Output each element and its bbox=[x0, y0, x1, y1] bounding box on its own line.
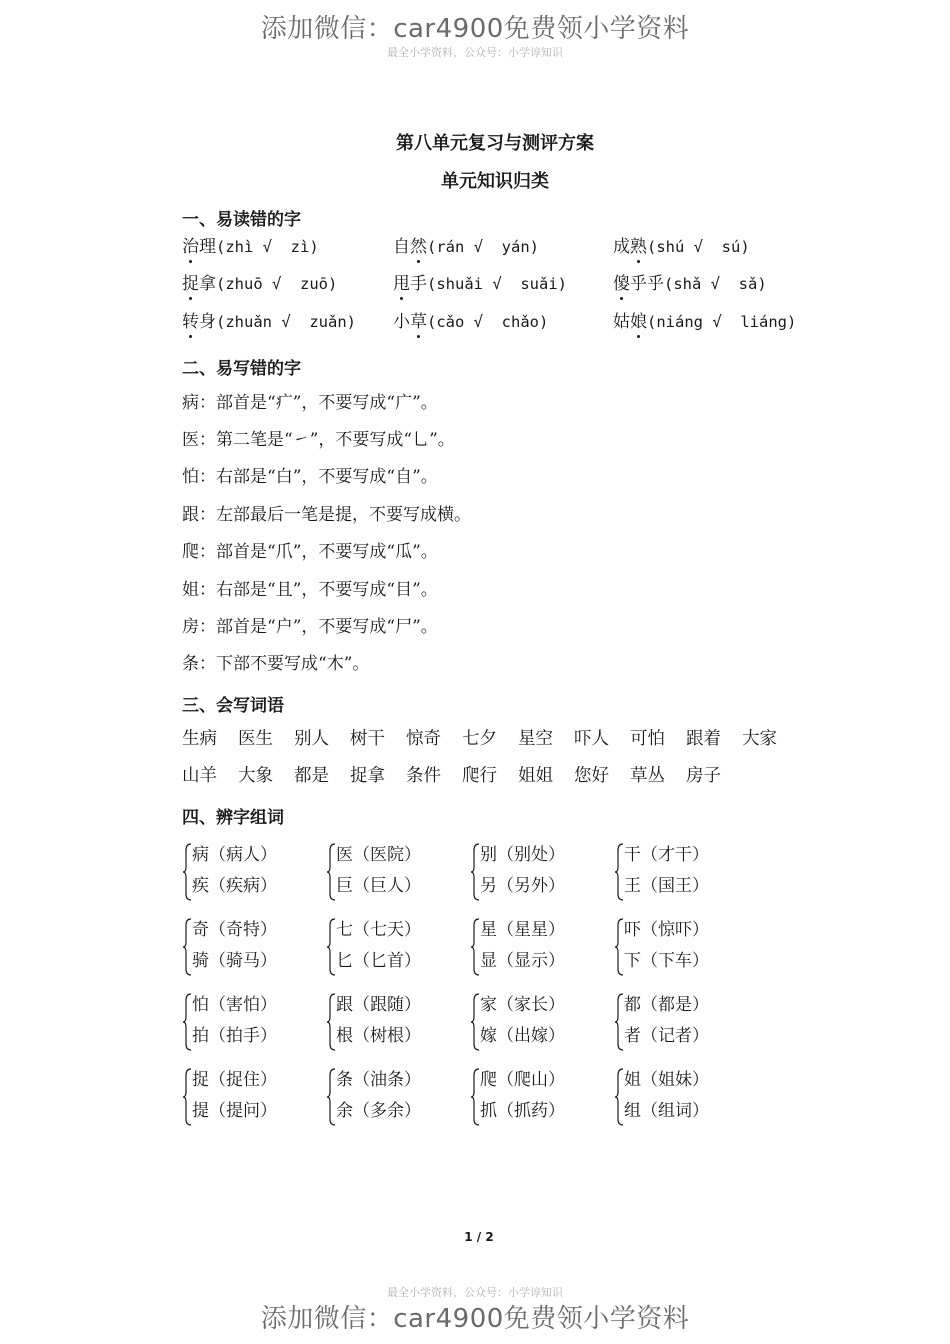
left-brace-icon bbox=[326, 918, 336, 976]
word-char: 草 bbox=[410, 312, 427, 332]
word-char: 熟 bbox=[630, 237, 647, 257]
vocab-word: 山羊 bbox=[182, 766, 217, 786]
vocab-word: 七夕 bbox=[462, 729, 497, 749]
vocab-word: 大象 bbox=[238, 766, 273, 786]
pair-entry: 姐（姐妹） bbox=[624, 1070, 709, 1090]
vocab-word: 别人 bbox=[294, 729, 329, 749]
pair-entry: 余（多余） bbox=[336, 1101, 421, 1121]
word-char: 姑 bbox=[613, 312, 630, 332]
pair-entry: 根（树根） bbox=[336, 1026, 421, 1046]
vocab-word: 房子 bbox=[686, 766, 721, 786]
vocab-word: 惊奇 bbox=[406, 729, 441, 749]
misread-word bbox=[613, 236, 750, 258]
pair-entry: 病（病人） bbox=[192, 845, 277, 865]
pair-entry: 组（组词） bbox=[624, 1101, 709, 1121]
left-brace-icon bbox=[326, 1068, 336, 1126]
vocab-word: 生病 bbox=[182, 729, 217, 749]
char-pair bbox=[326, 843, 466, 907]
char-pair bbox=[182, 918, 322, 982]
pinyin-choice: (shuǎi √ suǎi) bbox=[427, 275, 567, 293]
misread-word bbox=[393, 311, 548, 333]
pair-entry: 条（油条） bbox=[336, 1070, 421, 1090]
pair-entry: 星（星星） bbox=[480, 920, 565, 940]
word-char: 小 bbox=[393, 312, 410, 332]
faint-footer-text: 最全小学资料，公众号：小学谆知识 bbox=[387, 1286, 563, 1298]
page-title: 第八单元复习与测评方案 bbox=[396, 133, 594, 154]
word-char: 成 bbox=[613, 237, 630, 257]
left-brace-icon bbox=[470, 1068, 480, 1126]
miswrite-item: 怕：右部是“白”，不要写成“自”。 bbox=[182, 467, 438, 487]
pair-entry: 提（提问） bbox=[192, 1101, 277, 1121]
pair-entry: 都（都是） bbox=[624, 995, 709, 1015]
char-pair bbox=[614, 1068, 754, 1132]
left-brace-icon bbox=[614, 918, 624, 976]
word-char: 乎 bbox=[630, 274, 647, 294]
left-brace-icon bbox=[614, 993, 624, 1051]
word-char: 转 bbox=[182, 312, 199, 332]
word-char: 捉 bbox=[182, 274, 199, 294]
pair-entry: 骑（骑马） bbox=[192, 951, 277, 971]
vocab-word: 星空 bbox=[518, 729, 553, 749]
pinyin-choice: (zhì √ zì) bbox=[216, 238, 319, 256]
char-pair bbox=[614, 843, 754, 907]
char-pair bbox=[326, 993, 466, 1057]
word-char: 拿 bbox=[199, 274, 216, 294]
word-char: 理 bbox=[199, 237, 216, 257]
word-char: 自 bbox=[393, 237, 410, 257]
pinyin-choice: (rán √ yán) bbox=[427, 238, 539, 256]
vocab-word: 跟着 bbox=[686, 729, 721, 749]
misread-word bbox=[182, 311, 356, 333]
left-brace-icon bbox=[470, 993, 480, 1051]
pair-entry: 另（另外） bbox=[480, 876, 565, 896]
vocab-word: 吓人 bbox=[574, 729, 609, 749]
pair-entry: 巨（巨人） bbox=[336, 876, 421, 896]
left-brace-icon bbox=[182, 1068, 192, 1126]
char-pair bbox=[470, 918, 610, 982]
pair-entry: 吓（惊吓） bbox=[624, 920, 709, 940]
char-pair bbox=[182, 993, 322, 1057]
vocab-word: 爬行 bbox=[462, 766, 497, 786]
miswrite-item: 病：部首是“疒”，不要写成“广”。 bbox=[182, 393, 438, 413]
watermark-banner-top: 添加微信：car4900免费领小学资料 bbox=[260, 14, 690, 44]
page-number: 1 / 2 bbox=[464, 1230, 494, 1244]
miswrite-item: 爬：部首是“爪”，不要写成“瓜”。 bbox=[182, 542, 438, 562]
vocab-word: 条件 bbox=[406, 766, 441, 786]
char-pair bbox=[470, 993, 610, 1057]
vocab-word: 都是 bbox=[294, 766, 329, 786]
miswrite-item: 医：第二笔是“㇀”，不要写成“乚”。 bbox=[182, 430, 455, 450]
vocab-word: 捉拿 bbox=[350, 766, 385, 786]
miswrite-item: 房：部首是“户”，不要写成“尸”。 bbox=[182, 617, 438, 637]
vocab-word: 可怕 bbox=[630, 729, 665, 749]
char-pair bbox=[470, 1068, 610, 1132]
vocab-word: 医生 bbox=[238, 729, 273, 749]
pair-entry: 家（家长） bbox=[480, 995, 565, 1015]
pair-entry: 疾（疾病） bbox=[192, 876, 277, 896]
miswrite-item: 姐：右部是“且”，不要写成“目”。 bbox=[182, 580, 438, 600]
pair-entry: 医（医院） bbox=[336, 845, 421, 865]
pair-entry: 七（七天） bbox=[336, 920, 421, 940]
word-char: 然 bbox=[410, 237, 427, 257]
pinyin-choice: (zhuǎn √ zuǎn) bbox=[216, 313, 356, 331]
section-heading-easy-miswrite: 二、易写错的字 bbox=[182, 359, 301, 379]
char-pair bbox=[182, 1068, 322, 1132]
left-brace-icon bbox=[326, 843, 336, 901]
pair-entry: 匕（匕首） bbox=[336, 951, 421, 971]
watermark-banner-bottom: 添加微信：car4900免费领小学资料 bbox=[260, 1304, 690, 1334]
word-char: 治 bbox=[182, 237, 199, 257]
left-brace-icon bbox=[614, 1068, 624, 1126]
section-heading-write-words: 三、会写词语 bbox=[182, 696, 284, 716]
pinyin-choice: (shú √ sú) bbox=[647, 238, 750, 256]
left-brace-icon bbox=[182, 993, 192, 1051]
words-row bbox=[182, 765, 742, 787]
pair-entry: 王（国王） bbox=[624, 876, 709, 896]
vocab-word: 大家 bbox=[742, 729, 777, 749]
char-pair bbox=[614, 918, 754, 982]
left-brace-icon bbox=[182, 843, 192, 901]
pair-entry: 显（显示） bbox=[480, 951, 565, 971]
pair-entry: 奇（奇特） bbox=[192, 920, 277, 940]
pair-entry: 干（才干） bbox=[624, 845, 709, 865]
pinyin-choice: (zhuō √ zuō) bbox=[216, 275, 338, 293]
miswrite-item: 条：下部不要写成“木”。 bbox=[182, 654, 370, 674]
left-brace-icon bbox=[182, 918, 192, 976]
misread-word bbox=[182, 273, 337, 295]
char-pair bbox=[326, 918, 466, 982]
pair-entry: 拍（拍手） bbox=[192, 1026, 277, 1046]
vocab-word: 姐姐 bbox=[518, 766, 553, 786]
word-char: 甩 bbox=[393, 274, 410, 294]
word-char: 手 bbox=[410, 274, 427, 294]
section-heading-easy-misread: 一、易读错的字 bbox=[182, 210, 301, 230]
pinyin-choice: (cǎo √ chǎo) bbox=[427, 313, 549, 331]
misread-word bbox=[393, 273, 567, 295]
pair-entry: 跟（跟随） bbox=[336, 995, 421, 1015]
vocab-word: 树干 bbox=[350, 729, 385, 749]
miswrite-item: 跟：左部最后一笔是提，不要写成横。 bbox=[182, 505, 471, 525]
pair-entry: 者（记者） bbox=[624, 1026, 709, 1046]
word-char: 傻 bbox=[613, 274, 630, 294]
pair-entry: 爬（爬山） bbox=[480, 1070, 565, 1090]
pair-entry: 抓（抓药） bbox=[480, 1101, 565, 1121]
char-pair bbox=[614, 993, 754, 1057]
pinyin-choice: (niáng √ liáng) bbox=[647, 313, 797, 331]
left-brace-icon bbox=[614, 843, 624, 901]
misread-word bbox=[182, 236, 319, 258]
pair-entry: 怕（害怕） bbox=[192, 995, 277, 1015]
vocab-word: 草丛 bbox=[630, 766, 665, 786]
vocab-word: 您好 bbox=[574, 766, 609, 786]
words-row bbox=[182, 728, 798, 750]
word-char: 乎 bbox=[647, 274, 664, 294]
left-brace-icon bbox=[470, 843, 480, 901]
char-pair bbox=[182, 843, 322, 907]
misread-word bbox=[393, 236, 539, 258]
char-pair bbox=[326, 1068, 466, 1132]
page-subtitle: 单元知识归类 bbox=[441, 171, 549, 192]
pair-entry: 捉（捉住） bbox=[192, 1070, 277, 1090]
word-char: 娘 bbox=[630, 312, 647, 332]
left-brace-icon bbox=[470, 918, 480, 976]
left-brace-icon bbox=[326, 993, 336, 1051]
misread-word bbox=[613, 311, 796, 333]
pair-entry: 下（下车） bbox=[624, 951, 709, 971]
word-char: 身 bbox=[199, 312, 216, 332]
faint-header-text: 最全小学资料，公众号：小学谆知识 bbox=[387, 46, 563, 58]
misread-word bbox=[613, 273, 767, 295]
pair-entry: 嫁（出嫁） bbox=[480, 1026, 565, 1046]
pinyin-choice: (shǎ √ sǎ) bbox=[664, 275, 767, 293]
section-heading-distinguish-chars: 四、辨字组词 bbox=[182, 808, 284, 828]
char-pair bbox=[470, 843, 610, 907]
pair-entry: 别（别处） bbox=[480, 845, 565, 865]
